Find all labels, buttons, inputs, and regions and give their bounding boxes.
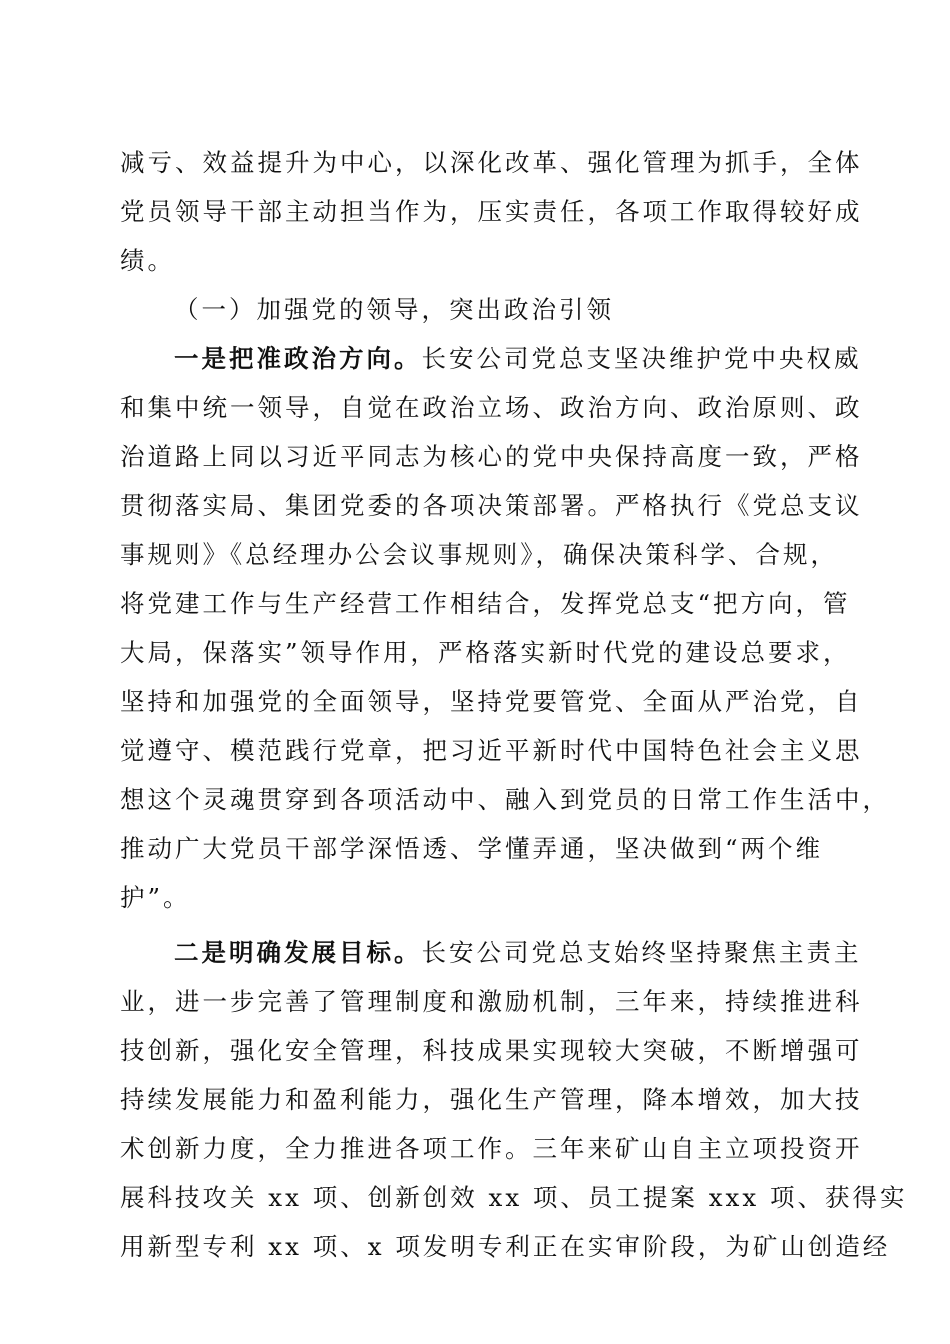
paragraph-two-line: 持续发展能力和盈利能力，强化生产管理，降本增效，加大技	[120, 1085, 863, 1114]
paragraph-one-line: 和集中统一领导，自觉在政治立场、政治方向、政治原则、政	[120, 393, 863, 422]
paragraph-one-line: 觉遵守、模范践行党章，把习近平新时代中国特色社会主义思	[120, 736, 863, 765]
paragraph-one-line: 将党建工作与生产经营工作相结合，发挥党总支“把方向，管	[120, 589, 851, 618]
paragraph-two-line: 展科技攻关 xx 项、创新创效 xx 项、员工提案 xxx 项、获得实	[120, 1183, 908, 1212]
intro-line-3: 绩。	[120, 246, 175, 275]
paragraph-one-line: 坚持和加强党的全面领导，坚持党要管党、全面从严治党，自	[120, 687, 863, 716]
document-body	[120, 138, 908, 1271]
paragraph-one-line: 事规则》《总经理办公会议事规则》，确保决策科学、合规，	[120, 540, 838, 569]
paragraph-two-first-line-rest: 长安公司党总支始终坚持聚焦主责主	[421, 938, 862, 967]
paragraph-one-line: 推动广大党员干部学深悟透、学懂弄通，坚决做到“两个维	[120, 834, 824, 863]
paragraph-two-first-line	[120, 928, 862, 977]
paragraph-one-line: 护”。	[120, 883, 191, 912]
paragraph-one-lead: 一是把准政治方向。	[174, 344, 422, 373]
paragraph-one-first-line-rest: 长安公司党总支坚决维护党中央权威	[421, 344, 862, 373]
paragraph-one-first-line	[120, 334, 862, 383]
paragraph-one-line: 大局，保落实”领导作用，严格落实新时代党的建设总要求，	[120, 638, 851, 667]
paragraph-two-lead: 二是明确发展目标。	[174, 938, 422, 967]
paragraph-two-line: 用新型专利 xx 项、x 项发明专利正在实审阶段，为矿山创造经	[120, 1232, 891, 1261]
paragraph-one-line: 想这个灵魂贯穿到各项活动中、融入到党员的日常工作生活中，	[120, 785, 890, 814]
paragraph-two-line: 术创新力度，全力推进各项工作。三年来矿山自主立项投资开	[120, 1134, 863, 1163]
intro-line-2: 党员领导干部主动担当作为，压实责任，各项工作取得较好成	[120, 197, 863, 226]
intro-line-1: 减亏、效益提升为中心，以深化改革、强化管理为抓手，全体	[120, 148, 863, 177]
paragraph-two-line: 技创新，强化安全管理，科技成果实现较大突破，不断增强可	[120, 1036, 863, 1065]
section-heading: （一）加强党的领导，突出政治引领	[174, 295, 614, 324]
paragraph-one-line: 贯彻落实局、集团党委的各项决策部署。严格执行《党总支议	[120, 491, 863, 520]
paragraph-one-line: 治道路上同以习近平同志为核心的党中央保持高度一致，严格	[120, 442, 863, 471]
paragraph-two-line: 业，进一步完善了管理制度和激励机制，三年来，持续推进科	[120, 987, 863, 1016]
